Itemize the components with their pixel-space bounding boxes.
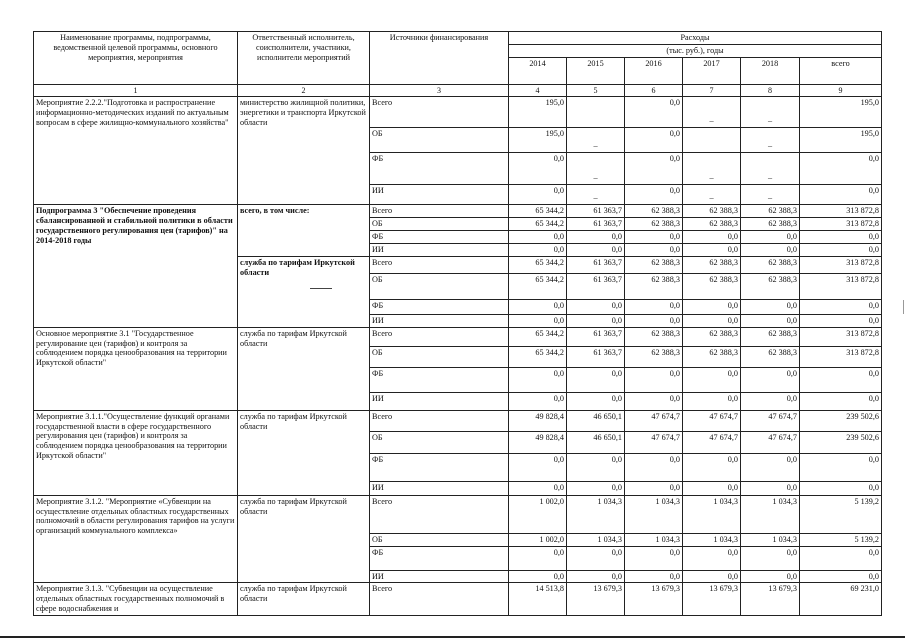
executor-cell: министерство жилищной политики, энергетики и транспорта Иркутской области <box>238 97 370 205</box>
amount-cell: 239 502,6 <box>800 410 882 431</box>
amount-cell: 1 034,3 <box>741 495 800 533</box>
amount-cell: – <box>683 153 741 185</box>
amount-cell: 195,0 <box>800 128 882 153</box>
amount-cell <box>567 97 625 128</box>
amount-cell: 0,0 <box>625 153 683 185</box>
amount-cell: 0,0 <box>741 231 800 244</box>
amount-cell: 0,0 <box>800 570 882 583</box>
header-year: 2014 <box>509 57 567 84</box>
amount-cell: 62 388,3 <box>741 273 800 299</box>
amount-cell: 0,0 <box>683 314 741 327</box>
amount-cell: 65 344,2 <box>509 218 567 231</box>
expenses-table <box>33 31 882 616</box>
amount-cell: 0,0 <box>683 231 741 244</box>
header-name: Наименование программы, подпрограммы, ведомственной целевой программы, основного мероприятия, мероприятия <box>34 32 238 85</box>
amount-cell: 46 650,1 <box>567 431 625 453</box>
program-name-cell: Основное мероприятие 3.1 "Государственное регулирование цен (тарифов) и контроля за соблюдением порядка ценообразования на территории Иркутской области" <box>34 327 238 410</box>
amount-cell: 62 388,3 <box>625 256 683 273</box>
amount-cell: 62 388,3 <box>741 205 800 218</box>
amount-cell: 1 034,3 <box>625 495 683 533</box>
amount-cell: 0,0 <box>625 231 683 244</box>
amount-cell: 1 034,3 <box>741 533 800 546</box>
amount-cell: 47 674,7 <box>683 410 741 431</box>
amount-cell: 0,0 <box>509 314 567 327</box>
funding-source-cell: ОБ <box>370 346 509 367</box>
funding-source-cell: ОБ <box>370 533 509 546</box>
funding-source-cell: ОБ <box>370 431 509 453</box>
stamp-line <box>310 288 332 289</box>
amount-cell: 313 872,8 <box>800 205 882 218</box>
amount-cell: 313 872,8 <box>800 218 882 231</box>
amount-cell: 0,0 <box>800 231 882 244</box>
amount-cell: 62 388,3 <box>741 256 800 273</box>
column-index: 2 <box>238 84 370 97</box>
amount-cell: 65 344,2 <box>509 346 567 367</box>
amount-cell: 0,0 <box>509 392 567 410</box>
amount-cell: 195,0 <box>509 97 567 128</box>
amount-cell: 0,0 <box>509 153 567 185</box>
amount-cell: 0,0 <box>567 570 625 583</box>
amount-cell: 0,0 <box>625 367 683 392</box>
amount-cell: 313 872,8 <box>800 256 882 273</box>
amount-cell: 0,0 <box>567 231 625 244</box>
amount-cell: 0,0 <box>567 546 625 570</box>
amount-cell: 13 679,3 <box>683 583 741 616</box>
amount-cell: 0,0 <box>509 481 567 495</box>
amount-cell: 47 674,7 <box>741 431 800 453</box>
amount-cell: 0,0 <box>800 392 882 410</box>
amount-cell: 1 034,3 <box>683 533 741 546</box>
funding-source-cell: ИИ <box>370 314 509 327</box>
amount-cell: 0,0 <box>800 185 882 205</box>
funding-source-cell: ИИ <box>370 481 509 495</box>
amount-cell: – <box>741 185 800 205</box>
amount-cell: 0,0 <box>800 243 882 256</box>
header-year: 2018 <box>741 57 800 84</box>
amount-cell: 0,0 <box>741 570 800 583</box>
amount-cell: 1 034,3 <box>625 533 683 546</box>
funding-source-cell: ОБ <box>370 128 509 153</box>
amount-cell: 13 679,3 <box>567 583 625 616</box>
amount-cell: 0,0 <box>567 453 625 481</box>
amount-cell: 0,0 <box>625 299 683 314</box>
header-expenses: Расходы <box>509 32 882 45</box>
funding-source-cell: ФБ <box>370 546 509 570</box>
amount-cell: – <box>741 97 800 128</box>
amount-cell: 1 002,0 <box>509 533 567 546</box>
executor-cell: служба по тарифам Иркутской области <box>238 327 370 410</box>
amount-cell: 62 388,3 <box>741 218 800 231</box>
amount-cell: 0,0 <box>800 153 882 185</box>
table-row <box>34 583 882 616</box>
funding-source-cell: Всего <box>370 327 509 346</box>
executor-cell: служба по тарифам Иркутской области <box>238 410 370 495</box>
amount-cell: 47 674,7 <box>683 431 741 453</box>
column-index: 1 <box>34 84 238 97</box>
amount-cell: 61 363,7 <box>567 205 625 218</box>
amount-cell: 0,0 <box>625 185 683 205</box>
amount-cell: 47 674,7 <box>741 410 800 431</box>
amount-cell: 62 388,3 <box>741 346 800 367</box>
funding-source-cell: ИИ <box>370 570 509 583</box>
amount-cell: 69 231,0 <box>800 583 882 616</box>
amount-cell: – <box>567 185 625 205</box>
header-year: 2016 <box>625 57 683 84</box>
amount-cell: 239 502,6 <box>800 431 882 453</box>
funding-source-cell: ОБ <box>370 218 509 231</box>
amount-cell: 0,0 <box>683 299 741 314</box>
amount-cell: 62 388,3 <box>625 273 683 299</box>
funding-source-cell: ИИ <box>370 185 509 205</box>
program-name-cell: Подпрограмма 3 "Обеспечение проведения сбалансированной и стабильной политики в области государственного регулирования цен (тарифов)" на 2014-2018 годы <box>34 205 238 327</box>
program-name-cell: Мероприятие 3.1.2. "Мероприятие «Субвенции на осуществление отдельных областных государственных полномочий в области регулирования тарифов на услуги организаций коммунального комплекса» <box>34 495 238 583</box>
amount-cell: 0,0 <box>683 243 741 256</box>
amount-cell: 0,0 <box>625 97 683 128</box>
amount-cell: 0,0 <box>741 392 800 410</box>
amount-cell: 0,0 <box>741 481 800 495</box>
amount-cell: 47 674,7 <box>625 410 683 431</box>
amount-cell: 0,0 <box>625 392 683 410</box>
funding-source-cell: ИИ <box>370 243 509 256</box>
amount-cell: 62 388,3 <box>683 256 741 273</box>
amount-cell: 1 002,0 <box>509 495 567 533</box>
amount-cell: 46 650,1 <box>567 410 625 431</box>
amount-cell: 1 034,3 <box>567 533 625 546</box>
amount-cell: – <box>741 128 800 153</box>
table-row <box>34 327 882 346</box>
amount-cell: 313 872,8 <box>800 346 882 367</box>
amount-cell: 0,0 <box>509 453 567 481</box>
amount-cell: – <box>567 153 625 185</box>
header-year: 2017 <box>683 57 741 84</box>
amount-cell: 0,0 <box>625 570 683 583</box>
amount-cell: 49 828,4 <box>509 410 567 431</box>
amount-cell: 0,0 <box>625 128 683 153</box>
header-units: (тыс. руб.), годы <box>509 44 882 57</box>
amount-cell: 47 674,7 <box>625 431 683 453</box>
amount-cell: 313 872,8 <box>800 273 882 299</box>
amount-cell: 0,0 <box>509 367 567 392</box>
amount-cell: 0,0 <box>683 570 741 583</box>
amount-cell: 65 344,2 <box>509 256 567 273</box>
amount-cell: 195,0 <box>509 128 567 153</box>
executor-cell: служба по тарифам Иркутской области <box>238 256 370 327</box>
amount-cell: 0,0 <box>567 243 625 256</box>
funding-source-cell: ФБ <box>370 453 509 481</box>
executor-cell: всего, в том числе: <box>238 205 370 257</box>
funding-source-cell: Всего <box>370 256 509 273</box>
amount-cell: 61 363,7 <box>567 256 625 273</box>
margin-mark <box>903 300 904 314</box>
header-year: 2015 <box>567 57 625 84</box>
amount-cell: 313 872,8 <box>800 327 882 346</box>
amount-cell: 0,0 <box>741 299 800 314</box>
funding-source-cell: Всего <box>370 410 509 431</box>
table-row <box>34 205 882 218</box>
amount-cell: 13 679,3 <box>625 583 683 616</box>
amount-cell: 0,0 <box>683 453 741 481</box>
amount-cell: 0,0 <box>800 481 882 495</box>
column-index: 6 <box>625 84 683 97</box>
header-year: всего <box>800 57 882 84</box>
column-index: 9 <box>800 84 882 97</box>
column-index: 3 <box>370 84 509 97</box>
amount-cell: 0,0 <box>741 367 800 392</box>
funding-source-cell: ФБ <box>370 231 509 244</box>
amount-cell: 0,0 <box>509 299 567 314</box>
funding-source-cell: Всего <box>370 97 509 128</box>
amount-cell: 0,0 <box>683 546 741 570</box>
amount-cell: 0,0 <box>683 367 741 392</box>
amount-cell: 62 388,3 <box>683 327 741 346</box>
column-index: 8 <box>741 84 800 97</box>
amount-cell: – <box>683 185 741 205</box>
amount-cell: – <box>683 97 741 128</box>
amount-cell: 13 679,3 <box>741 583 800 616</box>
amount-cell: 65 344,2 <box>509 327 567 346</box>
amount-cell: 0,0 <box>567 299 625 314</box>
amount-cell: 0,0 <box>800 314 882 327</box>
amount-cell: 1 034,3 <box>683 495 741 533</box>
amount-cell: 0,0 <box>625 481 683 495</box>
amount-cell: 0,0 <box>741 243 800 256</box>
header-executor: Ответственный исполнитель, соисполнители, участники, исполнители мероприятий <box>238 32 370 85</box>
column-index: 4 <box>509 84 567 97</box>
header-source: Источники финансирования <box>370 32 509 85</box>
amount-cell: 61 363,7 <box>567 273 625 299</box>
amount-cell: 5 139,2 <box>800 495 882 533</box>
amount-cell: 0,0 <box>625 546 683 570</box>
amount-cell: 0,0 <box>509 185 567 205</box>
amount-cell: 62 388,3 <box>683 346 741 367</box>
funding-source-cell: ОБ <box>370 273 509 299</box>
funding-source-cell: Всего <box>370 205 509 218</box>
table-row <box>34 410 882 431</box>
amount-cell: 61 363,7 <box>567 218 625 231</box>
amount-cell: 0,0 <box>567 481 625 495</box>
amount-cell: 62 388,3 <box>741 327 800 346</box>
funding-source-cell: Всего <box>370 583 509 616</box>
amount-cell: 195,0 <box>800 97 882 128</box>
amount-cell: 0,0 <box>509 243 567 256</box>
amount-cell: 0,0 <box>567 314 625 327</box>
amount-cell: 62 388,3 <box>683 205 741 218</box>
amount-cell: 0,0 <box>625 243 683 256</box>
amount-cell: 0,0 <box>625 453 683 481</box>
funding-source-cell: ФБ <box>370 299 509 314</box>
amount-cell: 62 388,3 <box>625 205 683 218</box>
program-name-cell: Мероприятие 2.2.2."Подготовка и распространение информационно-методических изданий по актуальным вопросам в сфере жилищно-коммунального хозяйства" <box>34 97 238 205</box>
amount-cell: 0,0 <box>741 453 800 481</box>
amount-cell: 0,0 <box>741 314 800 327</box>
executor-cell: служба по тарифам Иркутской области <box>238 495 370 583</box>
executor-cell: служба по тарифам Иркутской области <box>238 583 370 616</box>
column-index: 5 <box>567 84 625 97</box>
amount-cell: 62 388,3 <box>683 273 741 299</box>
amount-cell: 62 388,3 <box>683 218 741 231</box>
amount-cell: 0,0 <box>741 546 800 570</box>
amount-cell: 49 828,4 <box>509 431 567 453</box>
program-name-cell: Мероприятие 3.1.3. "Субвенции на осуществление отдельных областных государственных полномочий в сфере водоснабжения и <box>34 583 238 616</box>
funding-source-cell: ИИ <box>370 392 509 410</box>
amount-cell: 61 363,7 <box>567 327 625 346</box>
amount-cell: – <box>741 153 800 185</box>
amount-cell: 62 388,3 <box>625 346 683 367</box>
amount-cell: 0,0 <box>625 314 683 327</box>
amount-cell: 62 388,3 <box>625 327 683 346</box>
table-row <box>34 495 882 533</box>
column-index: 7 <box>683 84 741 97</box>
funding-source-cell: ФБ <box>370 153 509 185</box>
amount-cell: 0,0 <box>800 299 882 314</box>
amount-cell: 0,0 <box>683 481 741 495</box>
amount-cell: 0,0 <box>800 367 882 392</box>
amount-cell <box>683 128 741 153</box>
amount-cell: 65 344,2 <box>509 273 567 299</box>
amount-cell: 0,0 <box>509 231 567 244</box>
amount-cell: 62 388,3 <box>625 218 683 231</box>
amount-cell: 0,0 <box>509 570 567 583</box>
amount-cell: 0,0 <box>800 546 882 570</box>
page-edge <box>0 636 905 638</box>
table-row <box>34 97 882 128</box>
amount-cell: 0,0 <box>567 392 625 410</box>
amount-cell: 65 344,2 <box>509 205 567 218</box>
amount-cell: 0,0 <box>567 367 625 392</box>
amount-cell: 1 034,3 <box>567 495 625 533</box>
amount-cell: 61 363,7 <box>567 346 625 367</box>
funding-source-cell: Всего <box>370 495 509 533</box>
amount-cell: 0,0 <box>800 453 882 481</box>
program-name-cell: Мероприятие 3.1.1."Осуществление функций органами государственной власти в сфере государственного регулирования цен (тарифов) и контроля за соблюдением порядка ценообразования на территории Иркутской области" <box>34 410 238 495</box>
amount-cell: 0,0 <box>509 546 567 570</box>
amount-cell: 0,0 <box>683 392 741 410</box>
amount-cell: 14 513,8 <box>509 583 567 616</box>
funding-source-cell: ФБ <box>370 367 509 392</box>
amount-cell: – <box>567 128 625 153</box>
amount-cell: 5 139,2 <box>800 533 882 546</box>
